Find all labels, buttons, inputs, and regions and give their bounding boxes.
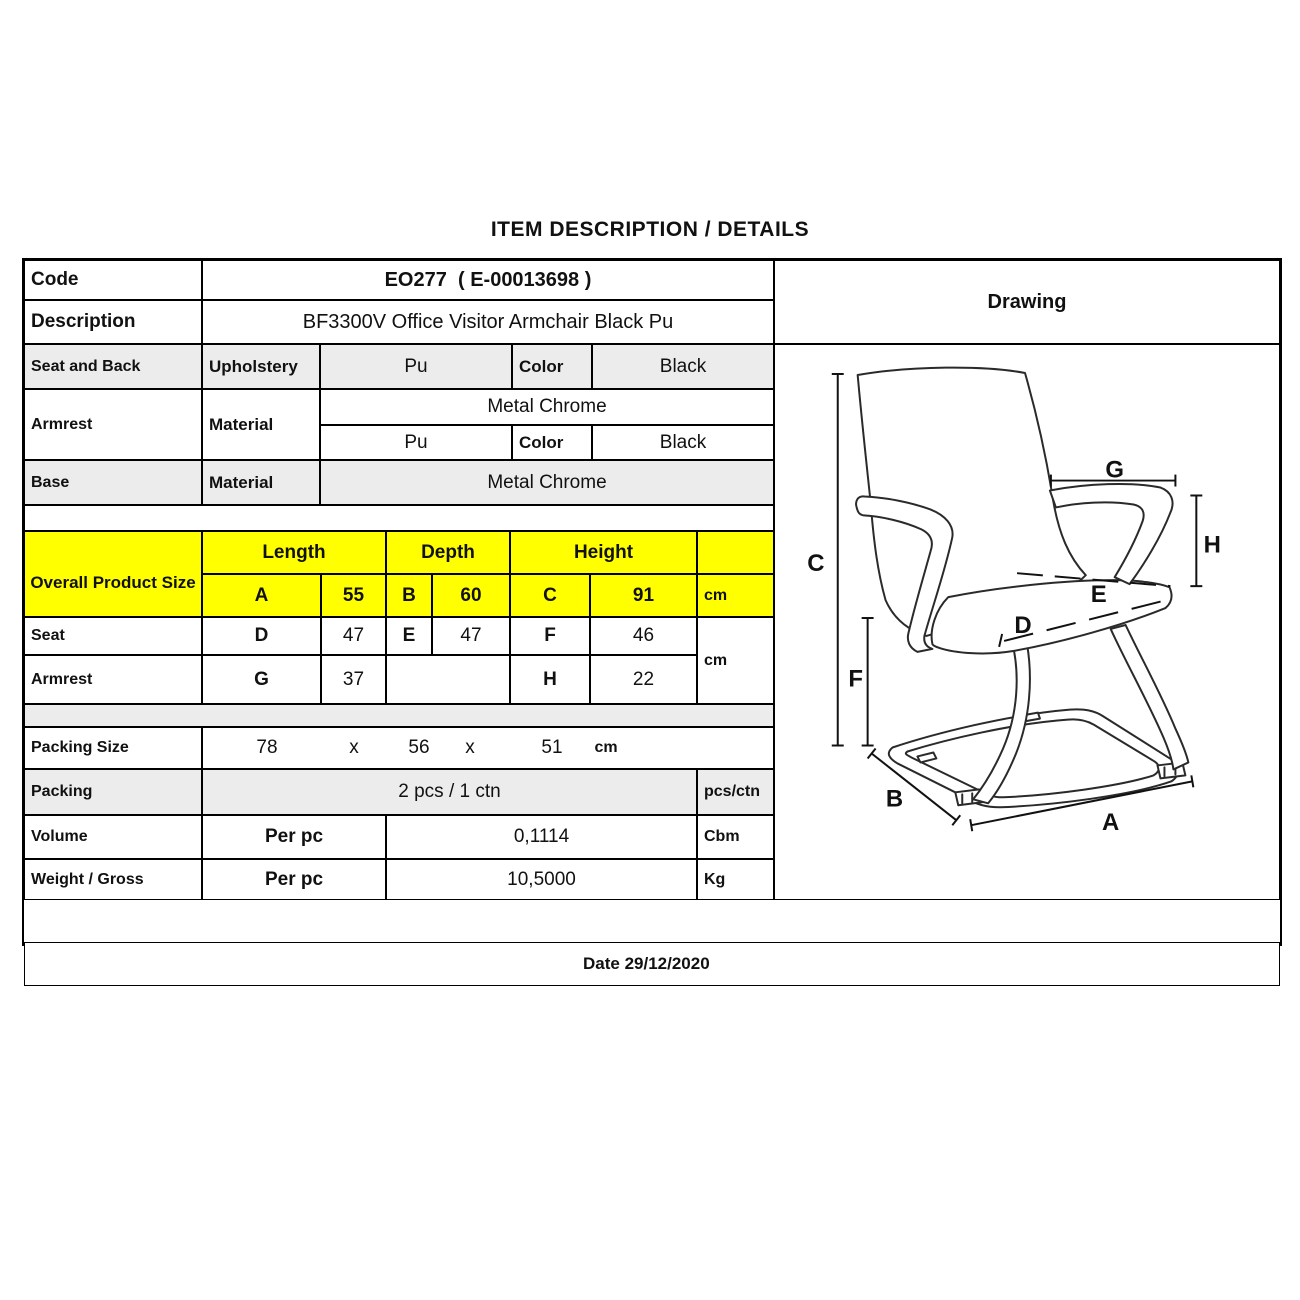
volume-label: Volume — [24, 815, 202, 859]
packing-size-value — [202, 727, 774, 769]
dim-label-f: F — [848, 665, 863, 693]
armrest-label: Armrest — [24, 389, 202, 460]
description-label: Description — [24, 300, 202, 344]
code-label: Code — [24, 260, 202, 300]
depth-header: Depth — [386, 531, 510, 574]
dim-g-key: G — [202, 655, 321, 704]
length-header: Length — [202, 531, 386, 574]
packing-size-sep1: x — [349, 737, 359, 758]
dim-e-value: 47 — [432, 617, 510, 655]
armrest-row-label: Armrest — [24, 655, 202, 704]
dim-label-e: E — [1090, 581, 1107, 609]
overall-unit: cm — [697, 574, 774, 617]
dim-label-d: D — [1014, 611, 1032, 639]
base-tab-left — [917, 752, 936, 762]
dim-label-h: H — [1203, 531, 1221, 559]
yellow-empty-cell — [697, 531, 774, 574]
armrest-frame-material: Metal Chrome — [320, 389, 774, 425]
seat-row-label: Seat — [24, 617, 202, 655]
volume-unit: Cbm — [697, 815, 774, 859]
volume-basis: Per pc — [202, 815, 386, 859]
packing-label: Packing — [24, 769, 202, 815]
item-details-table — [22, 258, 1282, 973]
page-title: ITEM DESCRIPTION / DETAILS — [490, 218, 810, 241]
dim-f-value: 46 — [590, 617, 697, 655]
date-value: Date 29/12/2020 — [583, 954, 710, 973]
packing-size-sep2: x — [465, 737, 475, 758]
dim-a-key: A — [202, 574, 321, 617]
seat-and-back-label: Seat and Back — [24, 344, 202, 389]
weight-value: 10,5000 — [386, 859, 697, 900]
rear-leg — [1111, 625, 1189, 769]
armrest-color-value: Black — [592, 425, 774, 460]
dim-c-key: C — [510, 574, 590, 617]
drawing-header: Drawing — [774, 260, 1280, 344]
packing-size-width: 56 — [408, 737, 430, 758]
dim-b-value: 60 — [432, 574, 510, 617]
seat-and-back-color-value: Black — [592, 344, 774, 389]
packing-size-label: Packing Size — [24, 727, 202, 769]
description-value: BF3300V Office Visitor Armchair Black Pu — [202, 300, 774, 344]
height-header: Height — [510, 531, 697, 574]
seat-and-back-material: Pu — [320, 344, 512, 389]
drawing-area — [774, 344, 1280, 900]
spacer-row-1 — [24, 505, 774, 531]
volume-value: 0,1114 — [386, 815, 697, 859]
dim-d-key: D — [202, 617, 321, 655]
packing-value: 2 pcs / 1 ctn — [202, 769, 697, 815]
dim-e-key: E — [386, 617, 432, 655]
overall-product-size-text: Overall Product Size — [30, 573, 196, 592]
packing-unit: pcs/ctn — [697, 769, 774, 815]
base-attribute: Material — [202, 460, 320, 505]
armrest-empty-cell — [386, 655, 510, 704]
dim-d-value: 47 — [321, 617, 386, 655]
armrest-color-label: Color — [512, 425, 592, 460]
base-material: Metal Chrome — [320, 460, 774, 505]
weight-label: Weight / Gross — [24, 859, 202, 900]
dim-b-key: B — [386, 574, 432, 617]
armrest-pad-material: Pu — [320, 425, 512, 460]
dim-c-value: 91 — [590, 574, 697, 617]
date-row — [24, 942, 1280, 986]
dim-f-key: F — [510, 617, 590, 655]
base-label: Base — [24, 460, 202, 505]
dim-label-b: B — [885, 785, 904, 813]
dim-label-a: A — [1102, 809, 1120, 837]
packing-size-unit: cm — [594, 739, 618, 756]
spacer-row-2 — [24, 704, 774, 727]
armrest-attribute: Material — [202, 389, 320, 460]
dim-h-key: H — [510, 655, 590, 704]
overall-product-size-label — [24, 531, 202, 617]
dim-label-g: G — [1105, 456, 1124, 484]
seat-and-back-attribute: Upholstery — [202, 344, 320, 389]
chair-technical-drawing — [775, 344, 1279, 900]
weight-unit: Kg — [697, 859, 774, 900]
weight-basis: Per pc — [202, 859, 386, 900]
dim-label-c: C — [807, 550, 825, 578]
dim-g-value: 37 — [321, 655, 386, 704]
dim-a-value: 55 — [321, 574, 386, 617]
dim-line-a — [971, 781, 1192, 825]
packing-size-height: 51 — [541, 737, 563, 758]
seat-and-back-color-label: Color — [512, 344, 592, 389]
seat-armrest-unit: cm — [697, 617, 774, 704]
packing-size-length: 78 — [256, 737, 278, 758]
code-value: EO277 ( E-00013698 ) — [202, 260, 774, 300]
dim-h-value: 22 — [590, 655, 697, 704]
